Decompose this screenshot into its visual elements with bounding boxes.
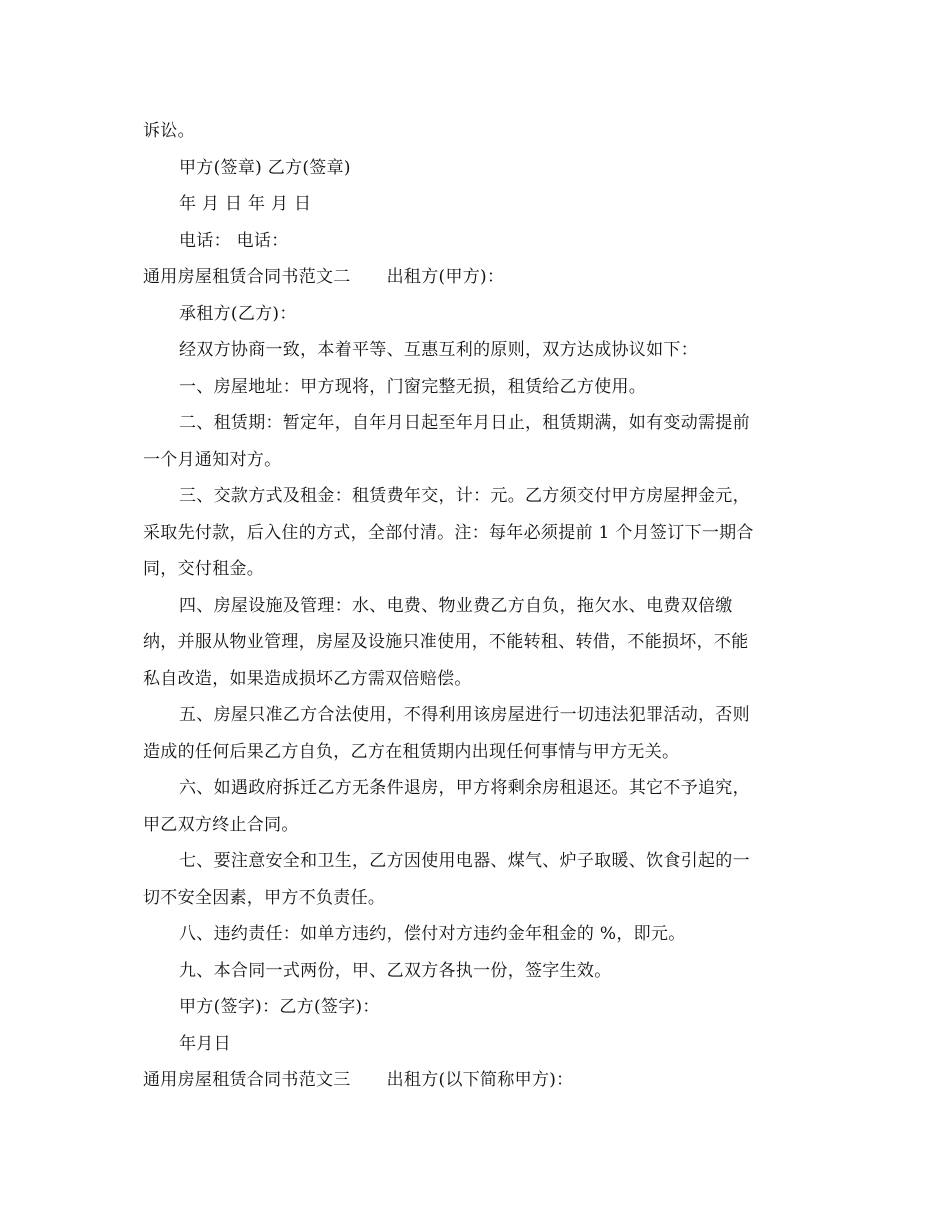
text-line: 纳，并服从物业管理，房屋及设施只准使用，不能转租、转借，不能损坏，不能 — [143, 632, 749, 652]
text-line: 甲方(签字)：乙方(签字)： — [179, 997, 380, 1017]
text-line: 九、本合同一式两份，甲、乙双方各执一份，签字生效。 — [179, 960, 612, 981]
text-line: 八、违约责任：如单方违约，偿付对方违约金年租金的 %，即元。 — [179, 924, 686, 944]
section-3-first-line: 出租方(以下简称甲方)： — [386, 1070, 574, 1090]
section-2-body — [143, 296, 803, 1063]
text-line: 私自改造，如果造成损坏乙方需双倍赔偿。 — [143, 668, 472, 689]
text-line: 五、房屋只准乙方合法使用，不得利用该房屋进行一切违法犯罪活动，否则 — [179, 705, 750, 725]
section-3-heading-row — [143, 1062, 803, 1099]
text-line: 七、要注意安全和卫生，乙方因使用电器、煤气、炉子取暖、饮食引起的一 — [179, 851, 750, 871]
document-body — [143, 113, 803, 1099]
text-line: 一个月通知对方。 — [143, 449, 282, 470]
text-line: 切不安全因素，甲方不负责任。 — [143, 887, 386, 908]
section-2-first-line: 出租方(甲方)： — [386, 267, 505, 287]
text-line: 诉讼。 — [143, 121, 195, 141]
text-line: 造成的任何后果乙方自负，乙方在租赁期内出现任何事情与甲方无关。 — [143, 741, 680, 762]
text-line: 承租方(乙方)： — [179, 303, 297, 324]
text-line: 年 月 日 年 月 日 — [179, 194, 312, 214]
text-line: 同，交付租金。 — [143, 559, 265, 579]
text-line: 六、如遇政府拆迁乙方无条件退房，甲方将剩余房租退还。其它不予追究， — [179, 778, 750, 798]
text-line: 四、房屋设施及管理：水、电费、物业费乙方自负，拖欠水、电费双倍缴 — [179, 595, 733, 616]
text-line: 二、租赁期：暂定年，自年月日起至年月日止，租赁期满，如有变动需提前 — [179, 413, 750, 433]
section-2-title: 通用房屋租赁合同书范文二 — [143, 267, 351, 287]
text-line: 甲乙双方终止合同。 — [143, 814, 299, 835]
text-line: 三、交款方式及租金：租赁费年交，计：元。乙方须交付甲方房屋押金元， — [179, 486, 750, 506]
text-line: 甲方(签章) 乙方(签章) — [179, 157, 351, 178]
text-line: 经双方协商一致，本着平等、互惠互利的原则，双方达成协议如下： — [179, 340, 698, 360]
text-line: 采取先付款，后入住的方式，全部付清。注：每年必须提前 1 个月签订下一期合 — [143, 522, 754, 543]
section-3-title: 通用房屋租赁合同书范文三 — [143, 1070, 351, 1090]
section-1-tail — [143, 113, 803, 259]
section-2-heading-row — [143, 259, 803, 296]
text-line: 年月日 — [179, 1033, 231, 1054]
text-line: 一、房屋地址：甲方现将，门窗完整无损，租赁给乙方使用。 — [179, 376, 647, 397]
text-line: 电话： 电话： — [179, 230, 289, 251]
